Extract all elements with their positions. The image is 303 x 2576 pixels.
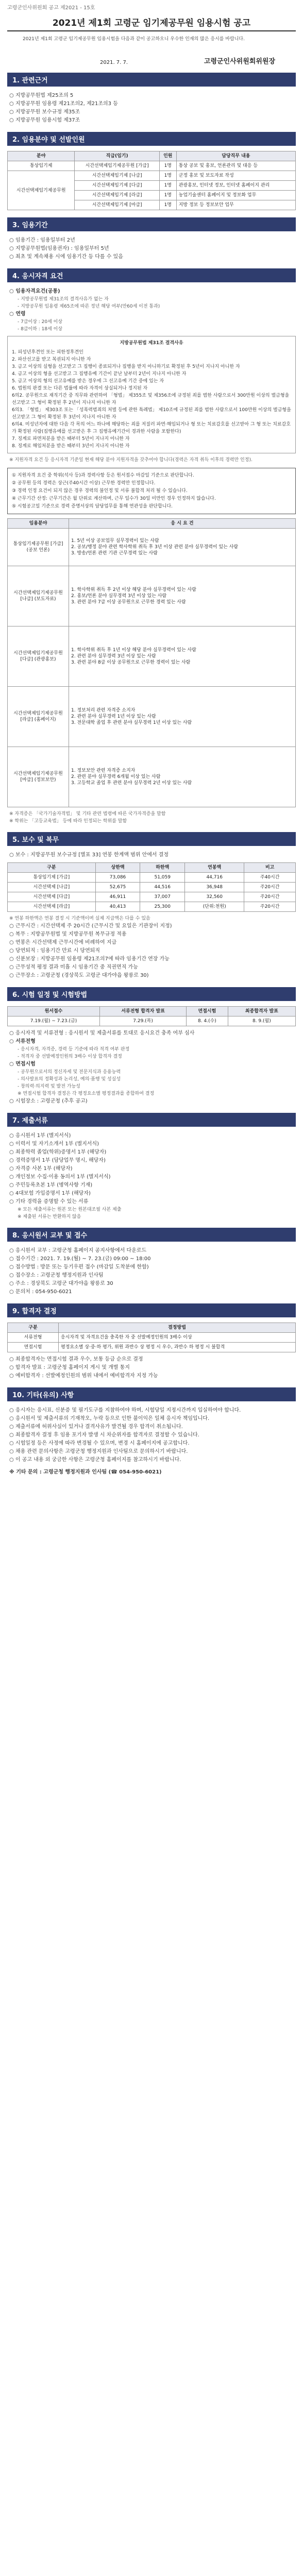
table-header: 비고 (244, 863, 296, 873)
list-item: ○ 채용 관련 문의사항은 고령군청 행정지원과 인사팀으로 문의하시기 바랍니다. (9, 1449, 188, 1454)
list-item: - 8급이하 : 18세 이상 (18, 327, 63, 332)
warning-box (7, 468, 296, 514)
table-row (8, 626, 296, 687)
table-header: 원서접수 (8, 1007, 100, 1016)
box-title: 지방공무원법 제31조 결격사유 (120, 341, 183, 346)
list-item: ○ 근무장소 : 고령군청 (경상북도 고령군 대가야읍 왕릉로 30) (9, 973, 149, 978)
table-cell: 주20시간 (244, 892, 296, 902)
list-item: ○ 자격증 사본 1부 (해당자) (9, 1166, 73, 1172)
doc-code: 고령군인사위원회 공고 제2021 - 15호 (7, 5, 95, 11)
list-item: - 지방공무원 임용령 제65조에 따른 정년 해당 여부(만60세 이전 통과) (18, 304, 160, 309)
table-header: 분야 (8, 151, 75, 161)
list-item: ※ 연봉 하한액은 연봉 결정 시 기준액이며 실제 지급액은 다를 수 있음 (9, 916, 150, 921)
table-cell: 평정요소별 상·중·하 평가, 위원 과반수 상 평정 시 우수, 과반수 하 평정 시 불합격 (59, 1343, 296, 1352)
section-1-header: 1. 관련근거 (7, 73, 296, 87)
law-item: 6의3. 「형법」 제303조 또는 「성폭력범죄의 처벌 등에 관한 특례법」 제10조에 규정된 죄를 범한 사람으로서 100만원 이상의 벌금형을 선고받고 그 형이 확정된 후 3년이 지나지 아니한 자 (12, 408, 291, 420)
footer-contact: ※ 기타 문의 : 고령군청 행정지원과 인사팀 (☎ 054-950-6021) (9, 1469, 162, 1475)
list-item: ○ 응시자는 응시표, 신분증 및 필기도구를 지참하여야 하며, 시험당일 지정시간까지 입실하여야 합니다. (9, 1408, 241, 1413)
table-cell: 통상임기제 (8, 161, 75, 171)
table-cell: 40,413 (95, 902, 140, 912)
table-header: 상한액 (95, 863, 140, 873)
list-item: ○ 시험일정 등은 사정에 따라 변경될 수 있으며, 변경 시 홈페이지에 공고합니다. (9, 1440, 190, 1446)
law-item: 1. 피성년후견인 또는 피한정후견인 (12, 350, 83, 355)
table-cell: 73,086 (95, 873, 140, 883)
notice-title: 2021년 제1회 고령군 임기제공무원 임용시험 공고 (52, 18, 251, 28)
list-item: ○ 연령 (9, 311, 26, 317)
law-item: 3. 금고 이상의 실형을 선고받고 그 집행이 종료되거나 집행을 받지 아니하기로 확정된 후 5년이 지나지 아니한 자 (12, 364, 240, 369)
table-row (8, 873, 296, 883)
table-cell: 44,516 (140, 883, 185, 892)
warning-item: ② 공무원 등의 경력은 상근(주40시간 이상) 근무한 경력만 인정합니다. (12, 481, 156, 486)
table-cell: 시간선택제임기제공무원 [마급] (정보보안) (8, 747, 69, 807)
list-item: - 지방공무원법 제31조의 결격사유가 없는 자 (18, 297, 109, 302)
list-item: ○ 접수장소 : 고령군청 행정지원과 인사팀 (9, 1273, 104, 1278)
section-6-header: 6. 시험 일정 및 시험방법 (7, 987, 296, 1001)
list-item: ○ 응시원서 교부 : 고령군청 홈페이지 공지사항에서 다운로드 (9, 1248, 147, 1253)
list-item: ○ 응시원서 1부 (별지서식) (9, 1133, 71, 1139)
list-item: ○ 최초 및 계속채용 시에 임용기간 등 다를 수 있음 (9, 254, 123, 260)
table-cell: 1. 학사학위 취득 후 1년 이상 해당 분야 실무경력이 있는 사람 2. 관련 분야 실무경력 3년 이상 있는 사람 3. 관련 분야 8급 이상 공무원으로 근무한 경력이 있는 사람 (69, 626, 296, 687)
notice-date: 2021. 7. 7. (100, 60, 128, 65)
table-header: 결정방법 (59, 1323, 296, 1333)
section-3-header: 3. 임용기간 (7, 217, 296, 231)
table-cell: 1. 정보보안 관련 자격증 소지자 2. 관련 분야 실무경력 6개월 이상 있는 사람 3. 고등학교 졸업 후 관련 분야 실무경력 2년 이상 있는 사람 (69, 747, 296, 807)
disqualification-box (7, 336, 296, 453)
list-item: ○ 지방공무원 임용령 제21조의2, 제21조의3 등 (9, 101, 118, 107)
list-item: ○ 경력증명서 1부 (담당업무 명시, 해당자) (9, 1158, 106, 1163)
table-row (8, 1016, 296, 1026)
table-cell: 1명 (159, 181, 176, 191)
list-item: ○ 응시자격 및 서류전형 : 응시원서 및 제출서류를 토대로 응시요건 충족 여부 심사 (9, 1030, 195, 1036)
table-row (8, 747, 296, 807)
table-cell: 지방 정보 등 정보보안 업무 (176, 200, 295, 210)
list-item: ○ 최종합격자는 면접시험 결과 우수, 보통 등급 순으로 결정 (9, 1357, 143, 1362)
table-row (8, 892, 296, 902)
table-header: 면접시험 (187, 1007, 228, 1016)
list-item: ※ 제출된 서류는 반환하지 않음 (18, 1214, 81, 1219)
table-cell: 서류전형 (8, 1333, 59, 1343)
s4-list (7, 287, 296, 333)
list-item: - 7급이상 : 20세 이상 (18, 319, 63, 325)
section-7-header: 7. 제출서류 (7, 1113, 296, 1127)
footnote: ※ 자격증은 「국가기술자격법」 및 기타 관련 법령에 따른 국가자격증을 말함 (9, 811, 166, 817)
table-header: 인원 (159, 151, 176, 161)
table-cell: 32,560 (185, 892, 244, 902)
law-item: 6의4. 미성년자에 대한 다음 각 목의 어느 하나에 해당하는 죄를 저질러 파면·해임되거나 형 또는 치료감호를 선고받아 그 형 또는 치료감호가 확정된 사람(집행유예를 선고받은 후 그 집행유예기간이 경과한 사람을 포함한다) (12, 422, 291, 434)
title-divider (7, 30, 296, 31)
table-cell: 37,007 (140, 892, 185, 902)
section-4-header: 4. 응시자격 요건 (7, 268, 296, 282)
table-row (8, 161, 296, 171)
table-cell: (단위:천원) (185, 902, 244, 912)
table-cell: 관광홍보, 인터넷 정보, 인터넷 홈페이지 관리 (176, 181, 295, 191)
list-item: ○ 보수 : 지방공무원 보수규정 [별표 33] 연봉 한계액 범위 안에서 결정 (9, 852, 169, 858)
s9-decision-table (7, 1323, 296, 1352)
table-cell: 8. 4.(수) (187, 1016, 228, 1026)
table-cell: 농업기술센터 홈페이지 및 정보화 업무 (176, 191, 295, 200)
table-header: 직급(임기) (75, 151, 159, 161)
law-item: 5. 금고 이상의 형의 선고유예를 받은 경우에 그 선고유예 기간 중에 있는 자 (12, 379, 164, 384)
list-item: ○ 기타 경력을 증명할 수 있는 서류 (9, 1199, 89, 1205)
law-item: 6의2. 공무원으로 재직기간 중 직무와 관련하여 「형법」 제355조 및 제356조에 규정된 죄를 범한 사람으로서 300만원 이상의 벌금형을 선고받고 그 형이 확정된 후 2년이 지나지 아니한 자 (12, 393, 290, 405)
list-item: ○ 지방공무원 임용시험 제37조 (9, 117, 80, 123)
list-item: ○ 임용자격요건(공통) (9, 289, 60, 294)
table-header: 구분 (8, 1323, 59, 1333)
list-item: ○ 응시원서 및 제출서류의 기재착오, 누락 등으로 인한 불이익은 일체 응시자 책임입니다. (9, 1416, 210, 1421)
law-item: 7. 징계로 파면처분을 받은 때부터 5년이 지나지 아니한 자 (12, 436, 130, 442)
s3-list (7, 236, 296, 261)
list-item: ○ 주소 : 경상북도 고령군 대가야읍 왕릉로 30 (9, 1281, 113, 1286)
table-row (8, 902, 296, 912)
list-item: ○ 접수기간 : 2021. 7. 19.(월) ~ 7. 23.(금) 09:00 ~ 18:00 (9, 1256, 151, 1262)
section-5-header: 5. 보수 및 복무 (7, 832, 296, 846)
list-item: ○ 지방공무원법(임용권자) : 임용일부터 5년 (9, 246, 109, 251)
section-8-header: 8. 응시원서 교부 및 접수 (7, 1228, 296, 1242)
table-header: 하한액 (140, 863, 185, 873)
list-item: ○ 합격자 발표 : 고령군청 홈페이지 게시 및 개별 통지 (9, 1365, 130, 1370)
table-cell: 통상 공보 및 홍보, 언론관리 및 대응 등 (176, 161, 295, 171)
table-cell: 시간선택제임기제 [다급] (75, 181, 159, 191)
intro-text: 2021년 제1회 고령군 임기제공무원 임용시험을 다음과 같이 공고하오니 우수한 인재의 많은 응시를 바랍니다. (23, 37, 245, 42)
list-item: ※ 면접시험 합격자 결정은 각 평정요소별 평정결과를 종합하여 결정 (18, 1091, 155, 1096)
table-cell: 1명 (159, 161, 176, 171)
table-header: 담당직무 내용 (176, 151, 295, 161)
table-row (8, 171, 296, 181)
list-item: ○ 시험장소 : 고령군청 (추후 공고) (9, 1098, 88, 1104)
notice-org: 고령군인사위원회위원장 (204, 58, 275, 65)
list-item: ○ 접수방법 : 방문 또는 등기우편 접수 (마감일 도착분에 한함) (9, 1264, 149, 1270)
table-cell: 46,911 (95, 892, 140, 902)
table-cell: 주20시간 (244, 902, 296, 912)
table-cell: 1명 (159, 171, 176, 181)
table-row (8, 883, 296, 892)
table-cell: 통상임기제공무원 [가급] (공보 언론) (8, 529, 69, 566)
table-cell: 시간선택제 [라급] (8, 902, 96, 912)
table-cell: 시간선택제임기제 [나급] (75, 171, 159, 181)
table-row (8, 1333, 296, 1343)
s10-list (7, 1406, 296, 1464)
section-10-header: 10. 기타(유의) 사항 (7, 1387, 296, 1401)
table-cell: 시간선택제임기제공무원 (8, 171, 75, 210)
list-item: ○ 임용기간 : 임용일부터 2년 (9, 238, 75, 243)
table-cell: 시간선택제임기제공무원 [다급] (관광홍보) (8, 626, 69, 687)
list-item: ○ 복무 : 지방공무원법 및 지방공무원 복무규정 적용 (9, 931, 127, 937)
table-cell: 7.29.(목) (99, 1016, 186, 1026)
list-item: ○ 근무성적 평정 결과 미흡 시 임용기간 중 직권면직 가능 (9, 964, 138, 970)
s6-list (7, 1029, 296, 1106)
footnote: ※ 학위는 「고등교육법」 등에 따라 인정되는 학위를 말함 (9, 819, 127, 824)
table-cell: 1명 (159, 200, 176, 210)
table-cell: 36,948 (185, 883, 244, 892)
table-cell: 1. 5년 이상 공보업무 실무경력이 있는 사람 2. 공보/행정 분야 관련 학사학위 취득 후 3년 이상 관련 분야 실무경력이 있는 사람 3. 방송/언론 관련 기관 근무경력 있는 사람 (69, 529, 296, 566)
list-item: ○ 지방공무원 보수규정 제35조 (9, 109, 80, 115)
table-header: 서류전형 합격자 발표 (99, 1007, 186, 1016)
table-cell: 시간선택제임기제 [라급] (75, 191, 159, 200)
s9-list (7, 1355, 296, 1380)
list-item: ○ 면접시험 (9, 1061, 36, 1067)
list-item: ○ 연봉은 시간선택제 근무시간에 비례하여 지급 (9, 940, 117, 945)
table-row (8, 529, 296, 566)
list-item: ○ 주민등록초본 1부 (병역사항 기재) (9, 1182, 93, 1188)
list-item: ○ 이력서 및 자기소개서 1부 (별지서식) (9, 1141, 99, 1147)
list-item: ※ 모든 제출서류는 원본 또는 원본대조필 사본 제출 (18, 1207, 122, 1212)
table-row (8, 687, 296, 747)
list-item: ○ 개인정보 수집·이용 동의서 1부 (별지서식) (9, 1174, 111, 1180)
law-item: 8. 징계로 해임처분을 받은 때부터 3년이 지나지 아니한 자 (12, 444, 130, 449)
s8-list (7, 1247, 296, 1296)
list-item: - 공무원으로서의 정신자세 및 전문지식과 응용능력 (18, 1070, 121, 1075)
table-cell: 통상임기제 [가급] (8, 873, 96, 883)
table-cell: 1. 정보처리 관련 자격증 소지자 2. 관련 분야 실무경력 1년 이상 있는 사람 3. 전문대학 졸업 후 관련 분야 실무경력 1년 이상 있는 사람 (69, 687, 296, 747)
table-header: 구분 (8, 863, 96, 873)
table-cell: 시간선택제임기제 [마급] (75, 200, 159, 210)
list-item: ○ 최종합격자 결정 후 임용 포기자 발생 시 차순위자를 합격자로 결정할 수 있습니다. (9, 1432, 199, 1438)
table-header: 임용분야 (8, 519, 69, 529)
section-9-header: 9. 합격자 결정 (7, 1303, 296, 1317)
table-row (8, 1343, 296, 1352)
list-item: - 응시자격, 자격증, 경력 등 기준에 따라 적격 여부 판정 (18, 1047, 130, 1052)
table-cell: 시간선택제임기제공무원 [가급] (75, 161, 159, 171)
list-item: ○ 서류전형 (9, 1039, 36, 1044)
table-cell: 면접시험 (8, 1343, 59, 1352)
s6-schedule-table (7, 1006, 296, 1026)
list-item: - 적격자 중 선발예정인원의 3배수 이상 합격자 결정 (18, 1054, 122, 1059)
law-item: 6. 법원의 판결 또는 다른 법률에 따라 자격이 상실되거나 정지된 자 (12, 386, 148, 391)
list-item: ○ 문의처 : 054-950-6021 (9, 1289, 72, 1295)
table-cell: 시간선택제임기제공무원 [나급] (보도자료) (8, 566, 69, 626)
notice-date-org (7, 48, 296, 65)
s2-table (7, 151, 296, 210)
table-cell: 시간선택제 [다급] (8, 892, 96, 902)
warning-item: ④ 근무기간 산정: 근무기간은 월 단위로 계산하며, 근무 일수가 30일 미만인 경우 인정하지 않습니다. (12, 496, 216, 501)
list-item: ○ 근무시간 : 시간선택제 주 20시간 (근무시간 및 요일은 기관장이 지정) (9, 923, 172, 929)
table-row (8, 566, 296, 626)
table-header: 최종합격자 발표 (228, 1007, 295, 1016)
warning-item: ③ 경력 인정 요건이 되지 않은 경우 경력의 불인정 및 서류 불합격 처리 될 수 있습니다. (12, 488, 188, 494)
table-cell: 군정 홍보 및 보도자료 작성 (176, 171, 295, 181)
s1-list (7, 92, 296, 125)
table-header: 응 시 요 건 (69, 519, 296, 529)
table-header: 연봉액 (185, 863, 244, 873)
list-item: ○ 최종학력 졸업(학위)증명서 1부 (해당자) (9, 1149, 107, 1155)
table-cell: 51,059 (140, 873, 185, 883)
s7-list (7, 1132, 296, 1221)
s4-note: ※ 지원자격 요건 등 응시자격 기준일 현재 해당 분야 지원자격을 갖추어야 합니다(경력은 자격 취득 이후의 경력만 인정). (9, 457, 252, 463)
table-cell: 주20시간 (244, 883, 296, 892)
table-cell: 44,716 (185, 873, 244, 883)
list-item: ○ 예비합격자 : 선발예정인원의 범위 내에서 예비합격자 지정 가능 (9, 1373, 158, 1379)
warning-item: ① 지원자격 요건 중 학위(석사 등)과 경력사항 등은 원서접수 마감일 기준으로 판단합니다. (12, 473, 194, 478)
table-cell: 주40시간 (244, 873, 296, 883)
warning-item: ⑤ 시험공고일 기준으로 경력 증명서상의 담당업무를 통해 연관성을 판단합니다. (12, 504, 173, 509)
table-cell: 52,675 (95, 883, 140, 892)
table-cell: 1. 학사학위 취득 후 2년 이상 해당 분야 실무경력이 있는 사람 2. 홍보/언론 분야 실무경력 3년 이상 있는 사람 3. 관련 분야 7급 이상 공무원으로 근무한 경력 있는 사람 (69, 566, 296, 626)
list-item: - 의사발표의 정확성과 논리성, 예의·품행 및 성실성 (18, 1077, 121, 1082)
list-item: ○ 4대보험 가입증명서 1부 (해당자) (9, 1191, 91, 1196)
list-item: ○ 이 공고 내용 외 궁금한 사항은 고령군청 홈페이지를 참고하시기 바랍니다. (9, 1457, 181, 1463)
section-2-header: 2. 임용분야 및 선발인원 (7, 132, 296, 146)
list-item: ○ 신분보장 : 지방공무원 임용령 제21조의7에 따라 임용기간 연장 가능 (9, 956, 170, 962)
s4-requirements-table (7, 518, 296, 807)
list-item: ○ 지방공무원법 제25조의 5 (9, 93, 74, 98)
law-item: 4. 금고 이상의 형을 선고받고 그 집행유예 기간이 끝난 날부터 2년이 지나지 아니한 자 (12, 371, 187, 377)
table-cell: 시간선택제 [나급] (8, 883, 96, 892)
table-cell: 25,300 (140, 902, 185, 912)
table-cell: 8. 9.(월) (228, 1016, 295, 1026)
list-item: - 창의력·의지력 및 발전 가능성 (18, 1084, 80, 1089)
list-item: ○ 제출서류에 허위사실이 있거나 결격사유가 발견될 경우 합격이 취소됩니다. (9, 1424, 183, 1430)
list-item: ○ 당연퇴직 : 임용기간 만료 시 당연퇴직 (9, 948, 100, 954)
law-item: 2. 파산선고를 받고 복권되지 아니한 자 (12, 357, 91, 362)
s5-salary-table (7, 862, 296, 912)
table-cell: 7.19.(월) ~ 7.23.(금) (8, 1016, 100, 1026)
table-cell: 시간선택제임기제공무원 [라급] (홈페이지) (8, 687, 69, 747)
table-cell: 1명 (159, 191, 176, 200)
table-cell: 응시자격 및 자격요건을 충족한 자 중 선발예정인원의 3배수 이상 (59, 1333, 296, 1343)
